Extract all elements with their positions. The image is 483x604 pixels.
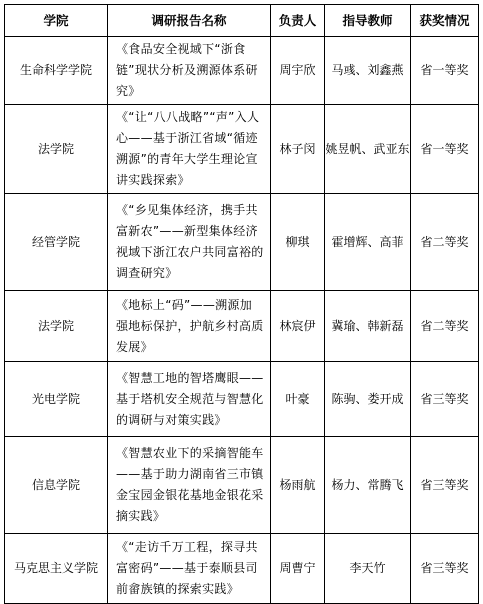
cell-advisor: 李天竹 <box>325 534 411 604</box>
cell-report-title: 《“走访千万工程，探寻共富密码”——基于泰顺县司前畲族镇的探索实践》 <box>108 534 271 604</box>
cell-advisor: 冀瑜、韩新磊 <box>325 291 411 362</box>
cell-leader: 周宇欣 <box>271 37 325 105</box>
cell-college: 光电学院 <box>5 362 108 437</box>
cell-college: 经管学院 <box>5 194 108 291</box>
cell-advisor: 陈驹、娄开成 <box>325 362 411 437</box>
cell-leader: 周曹宁 <box>271 534 325 604</box>
header-report-title: 调研报告名称 <box>108 5 271 37</box>
cell-college: 法学院 <box>5 105 108 194</box>
cell-award: 省三等奖 <box>411 437 479 534</box>
cell-award: 省二等奖 <box>411 194 479 291</box>
cell-report-title: 《智慧农业下的采摘智能车——基于助力湖南省三市镇金宝园金银花基地金银花采摘实践》 <box>108 437 271 534</box>
cell-award: 省三等奖 <box>411 534 479 604</box>
cell-college: 生命科学学院 <box>5 37 108 105</box>
cell-award: 省一等奖 <box>411 37 479 105</box>
cell-leader: 林宸伊 <box>271 291 325 362</box>
cell-report-title: 《“让“八八战略”“声”入人心——基于浙江省域“循迹溯源”的青年大学生理论宣讲实践探索》 <box>108 105 271 194</box>
table-row <box>5 194 479 291</box>
header-college: 学院 <box>5 5 108 37</box>
table-row <box>5 37 479 105</box>
table-row <box>5 534 479 604</box>
cell-report-title: 《智慧工地的智塔鹰眼——基于塔机安全规范与智慧化的调研与对策实践》 <box>108 362 271 437</box>
cell-award: 省三等奖 <box>411 362 479 437</box>
table-row <box>5 291 479 362</box>
cell-advisor: 马彧、刘鑫燕 <box>325 37 411 105</box>
cell-award: 省二等奖 <box>411 291 479 362</box>
header-advisor: 指导教师 <box>325 5 411 37</box>
cell-college: 马克思主义学院 <box>5 534 108 604</box>
table-row <box>5 437 479 534</box>
cell-college: 信息学院 <box>5 437 108 534</box>
table-header-row <box>5 5 479 37</box>
cell-advisor: 杨力、常腾飞 <box>325 437 411 534</box>
cell-leader: 叶豪 <box>271 362 325 437</box>
cell-leader: 柳琪 <box>271 194 325 291</box>
cell-report-title: 《“乡见集体经济，携手共富新农”——新型集体经济视域下浙江农户共同富裕的调查研究》 <box>108 194 271 291</box>
cell-report-title: 《地标上“码”——溯源加强地标保护，护航乡村高质发展》 <box>108 291 271 362</box>
header-award: 获奖情况 <box>411 5 479 37</box>
awards-table <box>4 4 479 604</box>
cell-report-title: 《食品安全视域下“浙食链”现状分析及溯源体系研究》 <box>108 37 271 105</box>
table-row <box>5 362 479 437</box>
cell-award: 省一等奖 <box>411 105 479 194</box>
cell-college: 法学院 <box>5 291 108 362</box>
cell-advisor: 姚昱帆、武亚东 <box>325 105 411 194</box>
cell-leader: 林子闵 <box>271 105 325 194</box>
header-leader: 负责人 <box>271 5 325 37</box>
cell-advisor: 霍增辉、高菲 <box>325 194 411 291</box>
cell-leader: 杨雨航 <box>271 437 325 534</box>
table-row <box>5 105 479 194</box>
